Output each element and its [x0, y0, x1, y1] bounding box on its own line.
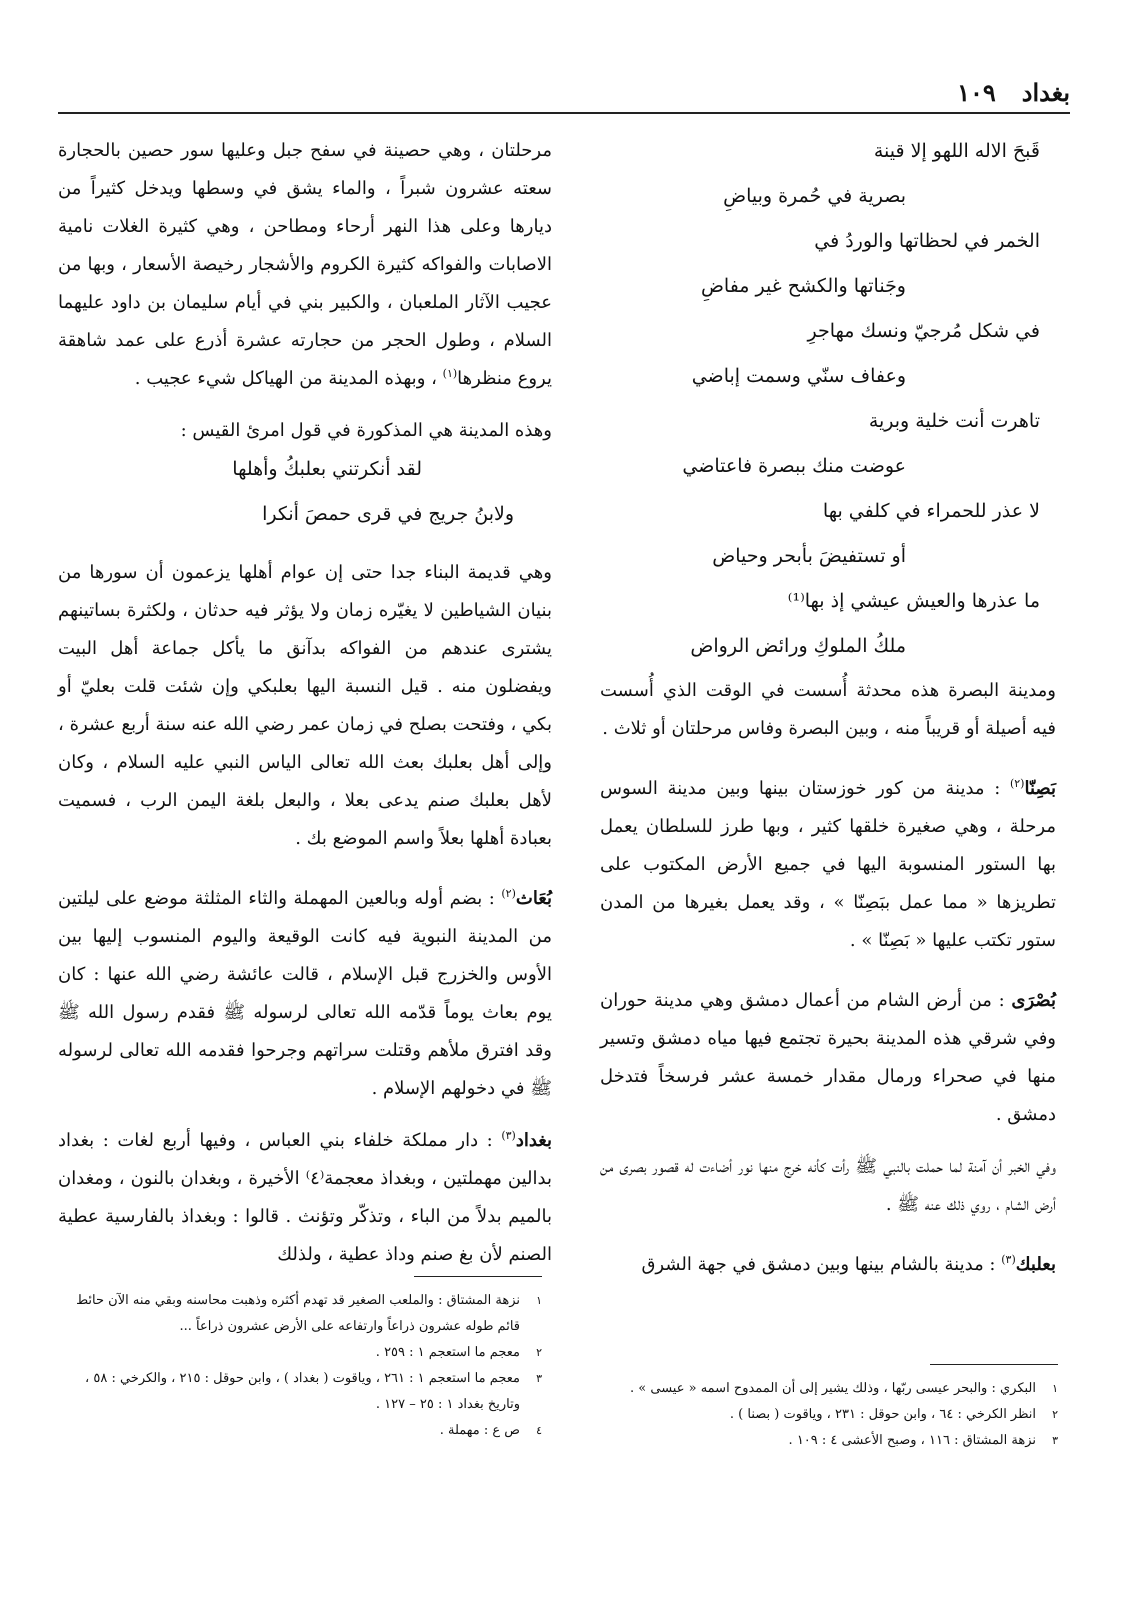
- footnote: [58, 1288, 542, 1340]
- verse-line: [600, 447, 1056, 492]
- verse-line: [600, 537, 1056, 582]
- poem-basra: [600, 132, 1056, 672]
- verse-line: [58, 495, 552, 540]
- footnote-text: معجم ما استعجم ١ : ٢٦١ ، وياقوت ( بغداد ) ، وابن حوقل : ٢١٥ ، والكرخي : ٥٨ ، وتاريخ بغداد ١ : ٢٥ – ١٢٧ .: [85, 1371, 520, 1412]
- footnote-ref: (٣): [1001, 1253, 1016, 1266]
- entry-text: : مدينة من كور خوزستان بينها وبين مدينة السوس مرحلة ، وهي صغيرة خلقها كثير ، وبها طرز للسلطان يعمل بها الستور المنسوبة اليها في جميع الأرض المكتوب على تطريزها « مما عمل ببَصِنّا » ، وقد يعمل بغيرها من المدن ستور تكتب عليها « بَصِنّا » .: [600, 778, 1056, 951]
- entry-text: : من أرض الشام من أعمال دمشق وهي مدينة حوران وفي شرقي هذه المدينة بحيرة تجتمع فيها مياه دمشق وتسير منها في صحراء ورمال مقدار خمسة عشر فرسخاً فتدخل دمشق .: [600, 990, 1056, 1125]
- paragraph-ancient-building: وهي قديمة البناء جدا حتى إن عوام أهلها يزعمون أن سورها من بنيان الشياطين لا يغيّره زمان ولا يؤثر فيه حدثان ، ولكثرة بساتينهم يشترى عندهم من الفواكه بدآنق ما يأكل جماعة أهل البيت ويفضلون منه . قيل النسبة اليها بعلبكي وإن شئت قلت بعليّ أو بكي ، وفتحت بصلح في زمان عمر رضي الله عنه سنة أربع عشرة ، وإلى أهل بعلبك بعث الله تعالى الياس النبي عليه السلام ، وكان لأهل بعلبك صنم يدعى بعلا ، والبعل بلغة اليمن الرب ، فسميت بعبادة أهلها بعلاً واسم الموضع بك .: [58, 562, 552, 849]
- verse-second-hemistich: ولابنُ جريج في قرى حمصَ أنكرا: [262, 503, 514, 525]
- footnote: [600, 1402, 1058, 1428]
- entry-text: : مدينة بالشام بينها وبين دمشق في جهة الشرق: [641, 1254, 1002, 1275]
- footnote-ref: (٣): [501, 1129, 516, 1142]
- verse-line: [600, 582, 1056, 627]
- entry-basina: [600, 770, 1056, 960]
- verse-second-hemistich: وجَناتها والكشح غير مفاضِ: [700, 275, 906, 297]
- footnote-text: معجم ما استعجم ١ : ٢٥٩ .: [375, 1345, 520, 1360]
- right-column: [600, 132, 1056, 1284]
- verse-line: [600, 222, 1056, 267]
- footnote-number: ٣: [1052, 1434, 1058, 1447]
- footnote-number: ٤: [536, 1424, 542, 1437]
- verse-line: [600, 627, 1056, 672]
- paragraph-baalbak-description: [58, 132, 552, 398]
- verse-line: [600, 267, 1056, 312]
- footnote: [58, 1366, 542, 1418]
- verse-line: [58, 450, 552, 495]
- footnote: [600, 1376, 1058, 1402]
- page-header: [58, 74, 1070, 110]
- entry-baalbak: [600, 1246, 1056, 1284]
- footnote-ref: (٢): [1009, 777, 1025, 790]
- verse-line: [600, 312, 1056, 357]
- footnote: [58, 1418, 542, 1444]
- verse-first-hemistich: لقد أنكرتني بعلبكُ وأهلها: [232, 458, 422, 480]
- footnote-number: ٣: [536, 1372, 542, 1385]
- header-rule: [58, 112, 1070, 114]
- verse-line: [600, 177, 1056, 222]
- verse-second-hemistich: وعفاف سنّي وسمت إباضي: [691, 365, 906, 387]
- footnote-number: ١: [536, 1294, 542, 1307]
- footnote-text: نزهة المشتاق : ١١٦ ، وصبح الأعشى ٤ : ١٠٩ .: [788, 1433, 1036, 1448]
- verse-second-hemistich: عوضت منك ببصرة فاعتاضي: [682, 455, 906, 477]
- verse-first-hemistich: الخمر في لحظاتها والوردُ في: [814, 230, 1040, 252]
- entry-baghdad: [58, 1122, 552, 1274]
- entry-headword: بَصِنّا: [1024, 778, 1056, 799]
- footnote-text: البكري : والبحر عيسى ربّها ، وذلك يشير إلى أن الممدوح اسمه « عيسى » .: [630, 1381, 1036, 1396]
- entry-busra: [600, 982, 1056, 1134]
- verse-first-hemistich: تاهرت أنت خلية وبرية: [868, 410, 1040, 432]
- paragraph-imru-al-qais: وهذه المدينة هي المذكورة في قول امرئ القيس :: [180, 420, 552, 441]
- footnote-ref: (٢): [501, 887, 516, 900]
- entry-headword: بُعَاث: [515, 888, 552, 909]
- entry-text: : دار مملكة خلفاء بني العباس ، وفيها أربع لغات : بغداد بدالين مهملتين ، وبغداذ معجمة⁽٤⁾ الأخيرة ، وبغدان بالنون ، ومغدان بالميم بدلاً من الباء ، وتذكّر وتؤنث . قالوا : وبغداذ بالفارسية عطية الصنم لأن بغ صنم وداذ عطية ، ولذلك: [58, 1130, 552, 1265]
- paragraph-text: مرحلتان ، وهي حصينة في سفح جبل وعليها سور حصين بالحجارة سعته عشرون شبراً ، والماء يشق في وسطها ويدخل كثيراً من ديارها وعلى هذا النهر أرحاء ومطاحن ، وهي كثيرة الغلات نامية الاصابات والفواكه كثيرة الكروم والأشجار رخيصة الأسعار ، وبها من عجيب الآثار الملعبان ، والكبير بني في أيام سليمان بن داود عليهما السلام ، وطول الحجر من حجارته عشرة أذرع على عمد شاهقة يروع منظرها: [58, 140, 552, 389]
- verse-line: [600, 402, 1056, 447]
- verse-second-hemistich: بصرية في حُمرة وبياضِ: [723, 185, 906, 207]
- footnote: [600, 1428, 1058, 1454]
- footnote: [58, 1340, 542, 1366]
- verse-first-hemistich: لا عذر للحمراء في كلفي بها: [822, 500, 1040, 522]
- page-number: ١٠٩: [957, 77, 996, 107]
- footnotes-right: [600, 1376, 1058, 1454]
- paragraph-text: ، وبهذه المدينة من الهياكل شيء عجيب .: [134, 368, 443, 389]
- footnote-number: ٢: [1052, 1408, 1058, 1421]
- verse-first-hemistich: ما عذرها والعيش عيشي إذ بها⁽¹⁾: [787, 590, 1040, 612]
- entry-headword: بغداد: [515, 1130, 552, 1151]
- footnote-text: ص ع : مهملة .: [439, 1423, 520, 1438]
- footnote-text: نزهة المشتاق : والملعب الصغير قد تهدم أكثره وذهبت محاسنه وبقي منه الآن حائط قائم طوله عشرون ذراعاً وارتفاعه على الأرض عشرون ذراعاً ...: [76, 1293, 520, 1334]
- paragraph-amina: وفي الخبر أن آمنة لما حملت بالنبي ﷺ رأت كأنه خرج منها نور أضاءت له قصور بصرى من أرض الشام ، روي ذلك عنه ﷺ .: [600, 1156, 1056, 1215]
- footnote-rule-right: [930, 1364, 1058, 1365]
- verse-line: [600, 492, 1056, 537]
- entry-headword: بعلبك: [1015, 1254, 1056, 1275]
- verse-line: [600, 357, 1056, 402]
- entry-text: : بضم أوله وبالعين المهملة والثاء المثلثة موضع على ليلتين من المدينة النبوية فيه كانت الوقيعة واليوم المنسوب إليها بين الأوس والخزرج قبل الإسلام ، قالت عائشة رضي الله عنها : كان يوم بعاث يوماً قدّمه الله تعالى لرسوله ﷺ فقدم رسول الله ﷺ وقد افترق ملأهم وقتلت سراتهم وجرحوا فقدمه الله تعالى لرسوله ﷺ في دخولهم الإسلام .: [58, 888, 552, 1099]
- left-column: [58, 132, 552, 1274]
- footnote-rule-left: [414, 1276, 542, 1277]
- entry-headword: بُصْرَى: [1011, 990, 1056, 1011]
- footnotes-left: [58, 1288, 542, 1444]
- verse-second-hemistich: ملكُ الملوكِ ورائض الرواض: [690, 635, 906, 657]
- verse-second-hemistich: أو تستفيضَ بأبحر وحياض: [712, 545, 906, 567]
- running-title: بغداد: [1021, 77, 1070, 107]
- verse-first-hemistich: في شكل مُرجيّ ونسك مهاجرِ: [807, 320, 1040, 342]
- footnote-text: انظر الكرخي : ٦٤ ، وابن حوقل : ٢٣١ ، وياقوت ( بصنا ) .: [729, 1407, 1036, 1422]
- paragraph-basra: ومدينة البصرة هذه محدثة أُسست في الوقت الذي أُسست فيه أصيلة أو قريباً منه ، وبين البصرة وفاس مرحلتان أو ثلاث .: [600, 680, 1056, 739]
- footnote-number: ١: [1052, 1382, 1058, 1395]
- entry-buath: [58, 880, 552, 1108]
- footnote-ref: (١): [442, 367, 458, 380]
- verse-line: [600, 132, 1056, 177]
- verse-first-hemistich: قَبحَ الاله اللهو إلا قينة: [873, 140, 1040, 162]
- footnote-number: ٢: [536, 1346, 542, 1359]
